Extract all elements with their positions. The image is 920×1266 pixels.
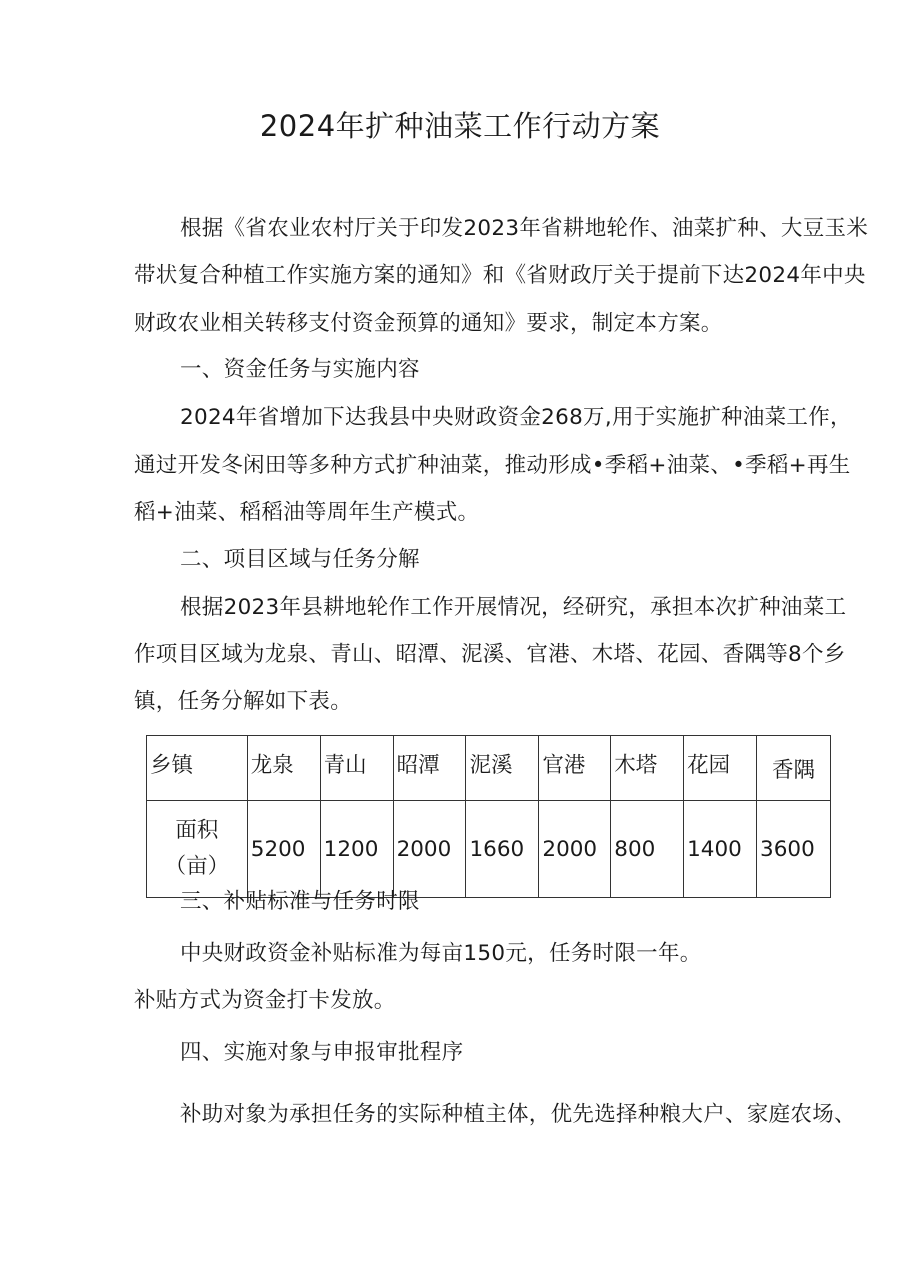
table-cell-area: 2000 (539, 801, 611, 898)
document-title: 2024年扩种油菜工作行动方案 (259, 109, 661, 143)
section-1-line-2: 通过开发冬闲田等多种方式扩种油菜，推动形成•季稻+油菜、•季稻+再生 (134, 453, 851, 478)
section-3-line-2: 补贴方式为资金打卡发放。 (134, 988, 396, 1013)
table-cell-area: 1200 (320, 801, 393, 898)
table-row-areas (147, 801, 831, 898)
section-3-line-1: 中央财政资金补贴标准为每亩150元，任务时限一年。 (180, 941, 702, 966)
section-1-heading: 一、资金任务与实施内容 (180, 357, 420, 382)
table-header-area (147, 801, 248, 898)
table-cell-town: 香隅 (757, 736, 831, 801)
section-2-heading: 二、项目区域与任务分解 (180, 547, 420, 572)
table-cell-area: 3600 (757, 801, 831, 898)
section-1-line-1: 2024年省增加下达我县中央财政资金268万,用于实施扩种油菜工作， (180, 405, 852, 430)
intro-line-1: 根据《省农业农村厅关于印发2023年省耕地轮作、油菜扩种、大豆玉米 (180, 216, 869, 241)
table-header-town: 乡镇 (147, 736, 248, 801)
section-2-line-3: 镇，任务分解如下表。 (134, 689, 353, 714)
table-cell-town: 青山 (320, 736, 393, 801)
table-cell-area: 1400 (684, 801, 757, 898)
table-cell-town: 木塔 (611, 736, 684, 801)
table-cell-area: 1660 (466, 801, 539, 898)
table-cell-town: 龙泉 (247, 736, 320, 801)
table-cell-area: 800 (611, 801, 684, 898)
table-cell-town: 花园 (684, 736, 757, 801)
intro-line-2: 带状复合种植工作实施方案的通知》和《省财政厅关于提前下达2024年中央 (134, 263, 866, 288)
table-cell-town: 昭潭 (393, 736, 466, 801)
section-2-line-2: 作项目区域为龙泉、青山、昭潭、泥溪、官港、木塔、花园、香隅等8个乡 (134, 642, 846, 667)
section-1-line-3: 稻+油菜、稻稻油等周年生产模式。 (134, 500, 480, 525)
section-3-heading: 三、补贴标准与任务时限 (180, 889, 420, 914)
area-label-line-2: （亩） (164, 854, 230, 879)
table-cell-area: 2000 (393, 801, 466, 898)
table-row-towns (147, 736, 831, 801)
table-cell-town: 泥溪 (466, 736, 539, 801)
section-4-line-1: 补助对象为承担任务的实际种植主体，优先选择种粮大户、家庭农场、 (180, 1102, 856, 1127)
section-4-heading: 四、实施对象与申报审批程序 (180, 1040, 464, 1065)
area-label-line-1: 面积 (175, 818, 219, 843)
intro-line-3: 财政农业相关转移支付资金预算的通知》要求，制定本方案。 (134, 311, 723, 336)
section-2-line-1: 根据2023年县耕地轮作工作开展情况，经研究，承担本次扩种油菜工 (180, 595, 847, 620)
table-cell-town: 官港 (539, 736, 611, 801)
table-cell-area: 5200 (247, 801, 320, 898)
task-allocation-table (146, 735, 831, 898)
